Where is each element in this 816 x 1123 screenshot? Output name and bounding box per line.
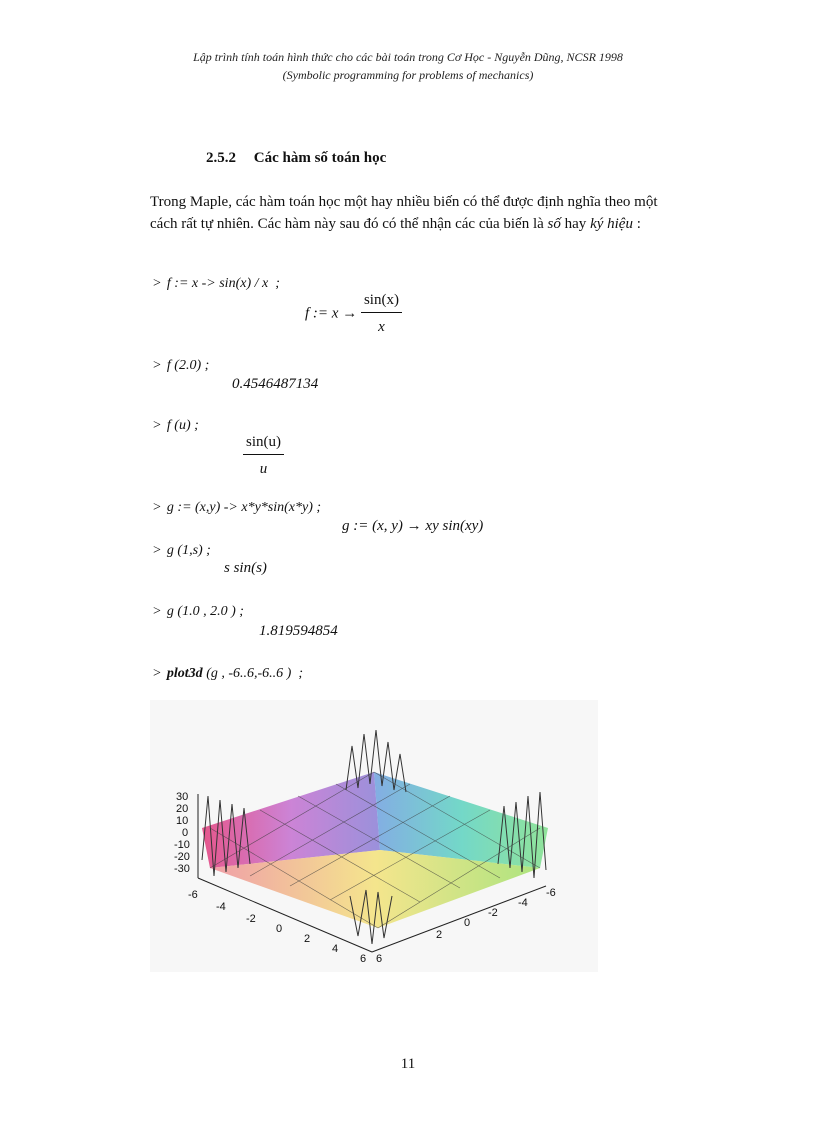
maple-output-fraction (305, 292, 402, 336)
x-tick: 0 (276, 923, 283, 935)
y-tick: 0 (464, 917, 471, 929)
fraction-denominator: x (378, 319, 385, 335)
z-tick: 30 (176, 791, 189, 803)
section-number: 2.5.2 (206, 150, 236, 166)
x-tick: -6 (188, 889, 198, 901)
maple-input-keyword: plot3d (166, 666, 203, 681)
output-lhs: f := x → (305, 305, 358, 322)
maple-prompt: > (153, 358, 161, 373)
fraction (361, 292, 402, 336)
maple-command (153, 418, 199, 434)
y-tick: -6 (546, 887, 556, 899)
y-tick: -2 (488, 907, 498, 919)
maple-prompt: > (153, 276, 161, 291)
x-tick: 4 (332, 943, 339, 955)
maple-command (153, 666, 303, 682)
running-header-title: Lập trình tính toán hình thức cho các bài toán trong Cơ Học - Nguyễn Dũng, NCSR 1998 (193, 50, 623, 64)
paragraph-text: hay (560, 216, 591, 232)
y-tick: 2 (436, 929, 443, 941)
z-tick: -30 (174, 863, 190, 875)
intro-paragraph (150, 191, 670, 235)
section-heading (206, 150, 386, 167)
maple-input: f (u) ; (166, 418, 199, 433)
section-title: Các hàm số toán học (253, 150, 387, 166)
maple-input: f := x -> sin(x) / x ; (166, 276, 280, 291)
paragraph-emphasis: ký hiệu (590, 216, 633, 232)
maple-command (153, 500, 321, 516)
running-header-subtitle: (Symbolic programming for problems of mechanics) (282, 68, 534, 82)
maple-command (153, 358, 209, 374)
z-tick: 20 (176, 803, 189, 815)
maple-command (153, 604, 244, 620)
maple-input: g := (x,y) -> x*y*sin(x*y) ; (166, 500, 322, 515)
fraction-numerator: sin(u) (243, 434, 284, 455)
x-tick: 6 (360, 953, 367, 965)
z-tick: -10 (174, 839, 190, 851)
x-tick: -4 (216, 901, 226, 913)
y-tick: 6 (376, 953, 383, 965)
maple-output-fraction (243, 434, 284, 478)
maple-prompt: > (153, 500, 161, 515)
maple-input: (g , -6..6,-6..6 ) ; (202, 666, 303, 681)
maple-prompt: > (153, 543, 161, 558)
z-tick: 10 (176, 815, 189, 827)
paragraph-text: : (632, 216, 641, 232)
paragraph-text: Trong Maple, các hàm toán học một hay nhiều biến có thể được định nghĩa theo một cách rất tự nhiên. Các hàm này sau đó có thể nhận các của biến là (150, 194, 658, 232)
maple-prompt: > (153, 418, 161, 433)
maple-command (153, 543, 211, 559)
maple-output: s sin(s) (224, 560, 267, 576)
z-tick: -20 (174, 851, 190, 863)
page-number: 11 (400, 1056, 416, 1072)
maple-output: 0.4546487134 (232, 376, 319, 392)
x-tick: 2 (304, 933, 311, 945)
z-tick: 0 (182, 827, 189, 839)
fraction-numerator: sin(x) (361, 292, 402, 313)
fraction-denominator: u (259, 461, 268, 477)
plot3d-surface-graphic (150, 700, 598, 972)
maple-prompt: > (153, 604, 161, 619)
maple-input: g (1.0 , 2.0 ) ; (166, 604, 244, 619)
maple-command (153, 276, 280, 292)
maple-output: g := (x, y) → xy sin(xy) (342, 518, 484, 534)
maple-input: g (1,s) ; (166, 543, 211, 558)
x-tick: -2 (246, 913, 256, 925)
maple-output: 1.819594854 (259, 623, 338, 639)
plot3d-surface-figure (150, 700, 598, 972)
maple-prompt: > (153, 666, 161, 681)
maple-input: f (2.0) ; (166, 358, 210, 373)
paragraph-emphasis: số (547, 216, 561, 232)
fraction (243, 434, 284, 478)
y-tick: -4 (518, 897, 528, 909)
